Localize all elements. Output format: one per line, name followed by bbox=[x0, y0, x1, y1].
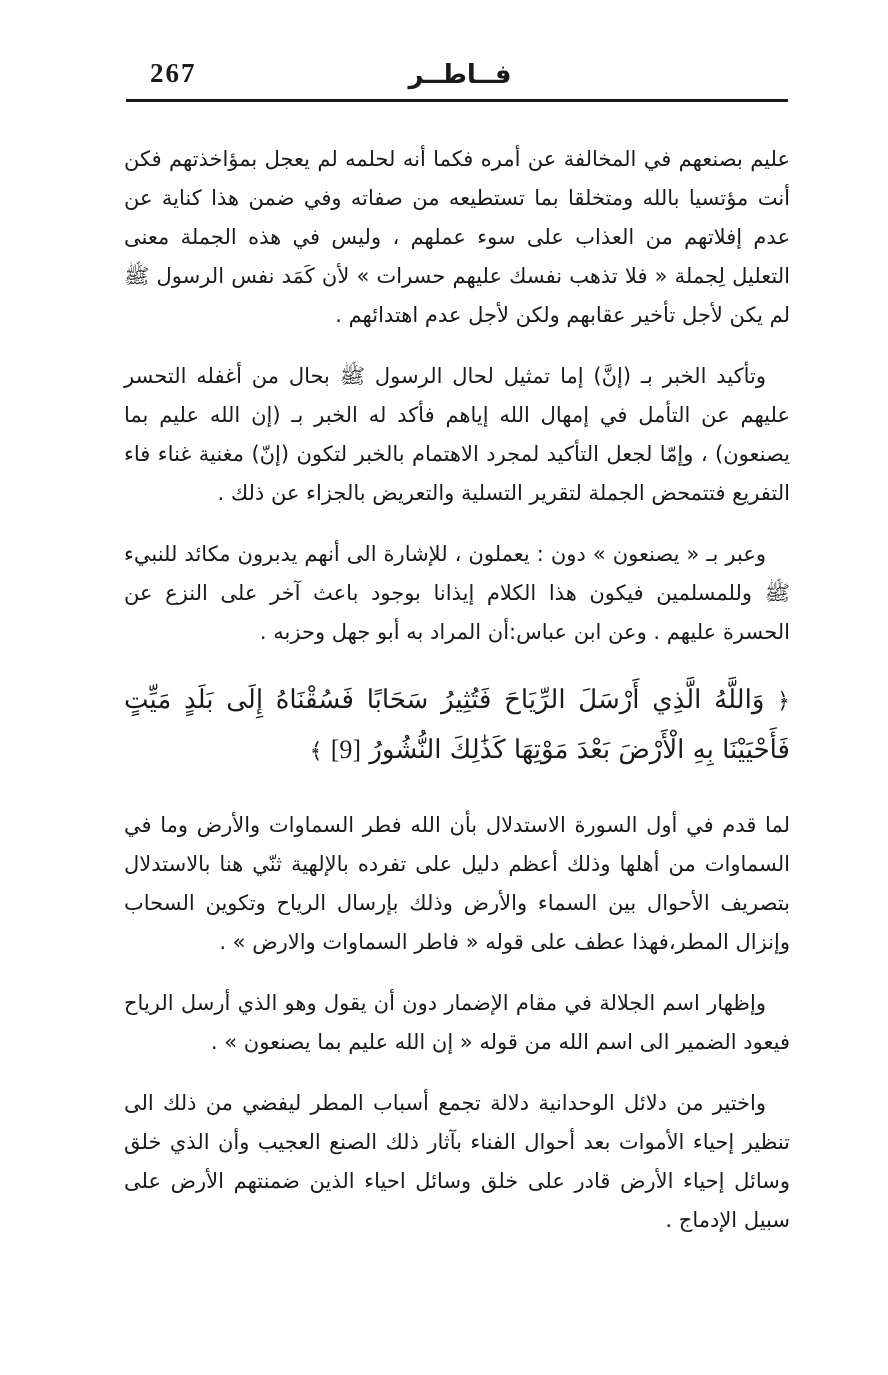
quran-verse bbox=[124, 676, 790, 776]
paragraph: لما قدم في أول السورة الاستدلال بأن الله فطر السماوات والأرض وما في السماوات من أهلها وذلك أعظم دليل على تفرده بالإلهية ثنّي هنا بالاستدلال بتصريف الأحوال بين السماء والأرض وذلك بإرسال الرياح وتكوين السحاب وإنزال المطر،فهذا عطف على قوله « فاطر السماوات والارض » . bbox=[124, 813, 790, 954]
paragraph: وإظهار اسم الجلالة في مقام الإضمار دون أن يقول وهو الذي أرسل الرياح فيعود الضمير الى اسم الله من قوله « إن الله عليم بما يصنعون » . bbox=[124, 991, 790, 1054]
paragraph: واختير من دلائل الوحدانية دلالة تجمع أسباب المطر ليفضي من ذلك الى تنظير إحياء الأموات بعد أحوال الفناء بآثار ذلك الصنع العجيب وأن الذي خلق وسائل إحياء الأرض قادر على خلق وسائل احياء الذين ضمنتهم الأرض على سبيل الإدماج . bbox=[124, 1091, 790, 1232]
verse-close-bracket: ﴾ bbox=[309, 739, 323, 764]
running-title: فــاطــر bbox=[408, 60, 512, 90]
paragraph: وعبر بـ « يصنعون » دون : يعملون ، للإشارة الى أنهم يدبرون مكائد للنبيء ﷺ وللمسلمين فيكون هذا الكلام إيذانا بوجود باعث آخر على النزع عن الحسرة عليهم . وعن ابن عباس:أن المراد به أبو جهل وحزبه . bbox=[124, 542, 790, 644]
paragraph: وتأكيد الخبر بـ (إنَّ) إما تمثيل لحال الرسول ﷺ بحال من أغفله التحسر عليهم عن التأمل في إمهال الله إياهم فأكد له الخبر بـ (إن الله عليم بما يصنعون) ، وإمّا لجعل التأكيد لمجرد الاهتمام بالخبر لتكون (إنّ) مغنية غناء فاء التفريع فتتمحض الجملة لتقرير التسلية والتعريض بالجزاء عن ذلك . bbox=[124, 364, 790, 505]
paragraph: عليم بصنعهم في المخالفة عن أمره فكما أنه لحلمه لم يعجل بمؤاخذتهم فكن أنت مؤتسيا بالله ومتخلقا بما تستطيعه من صفاته وفي ضمن هذا كناية عن عدم إفلاتهم من العذاب على سوء عملهم ، وليس في هذه الجملة معنى التعليل لِجملة « فلا تذهب نفسك عليهم حسرات » لأن كَمَد نفس الرسول ﷺ لم يكن لأجل تأخير عقابهم ولكن لأجل عدم اهتدائهم . bbox=[124, 147, 790, 327]
header-rule bbox=[126, 99, 788, 102]
verse-open-bracket: ﴿ bbox=[777, 689, 790, 714]
verse-text: وَاللَّهُ الَّذِي أَرْسَلَ الرِّيَاحَ فَتُثِيرُ سَحَابًا فَسُقْنَاهُ إِلَى بَلَدٍ مَيِّتٍ فَأَحْيَيْنَا بِهِ الْأَرْضَ بَعْدَ مَوْتِهَا كَذَٰلِكَ النُّشُورُ bbox=[124, 685, 790, 765]
page-number: 267 bbox=[150, 58, 197, 88]
verse-number: [9] bbox=[330, 735, 362, 764]
body-text bbox=[124, 140, 790, 1262]
